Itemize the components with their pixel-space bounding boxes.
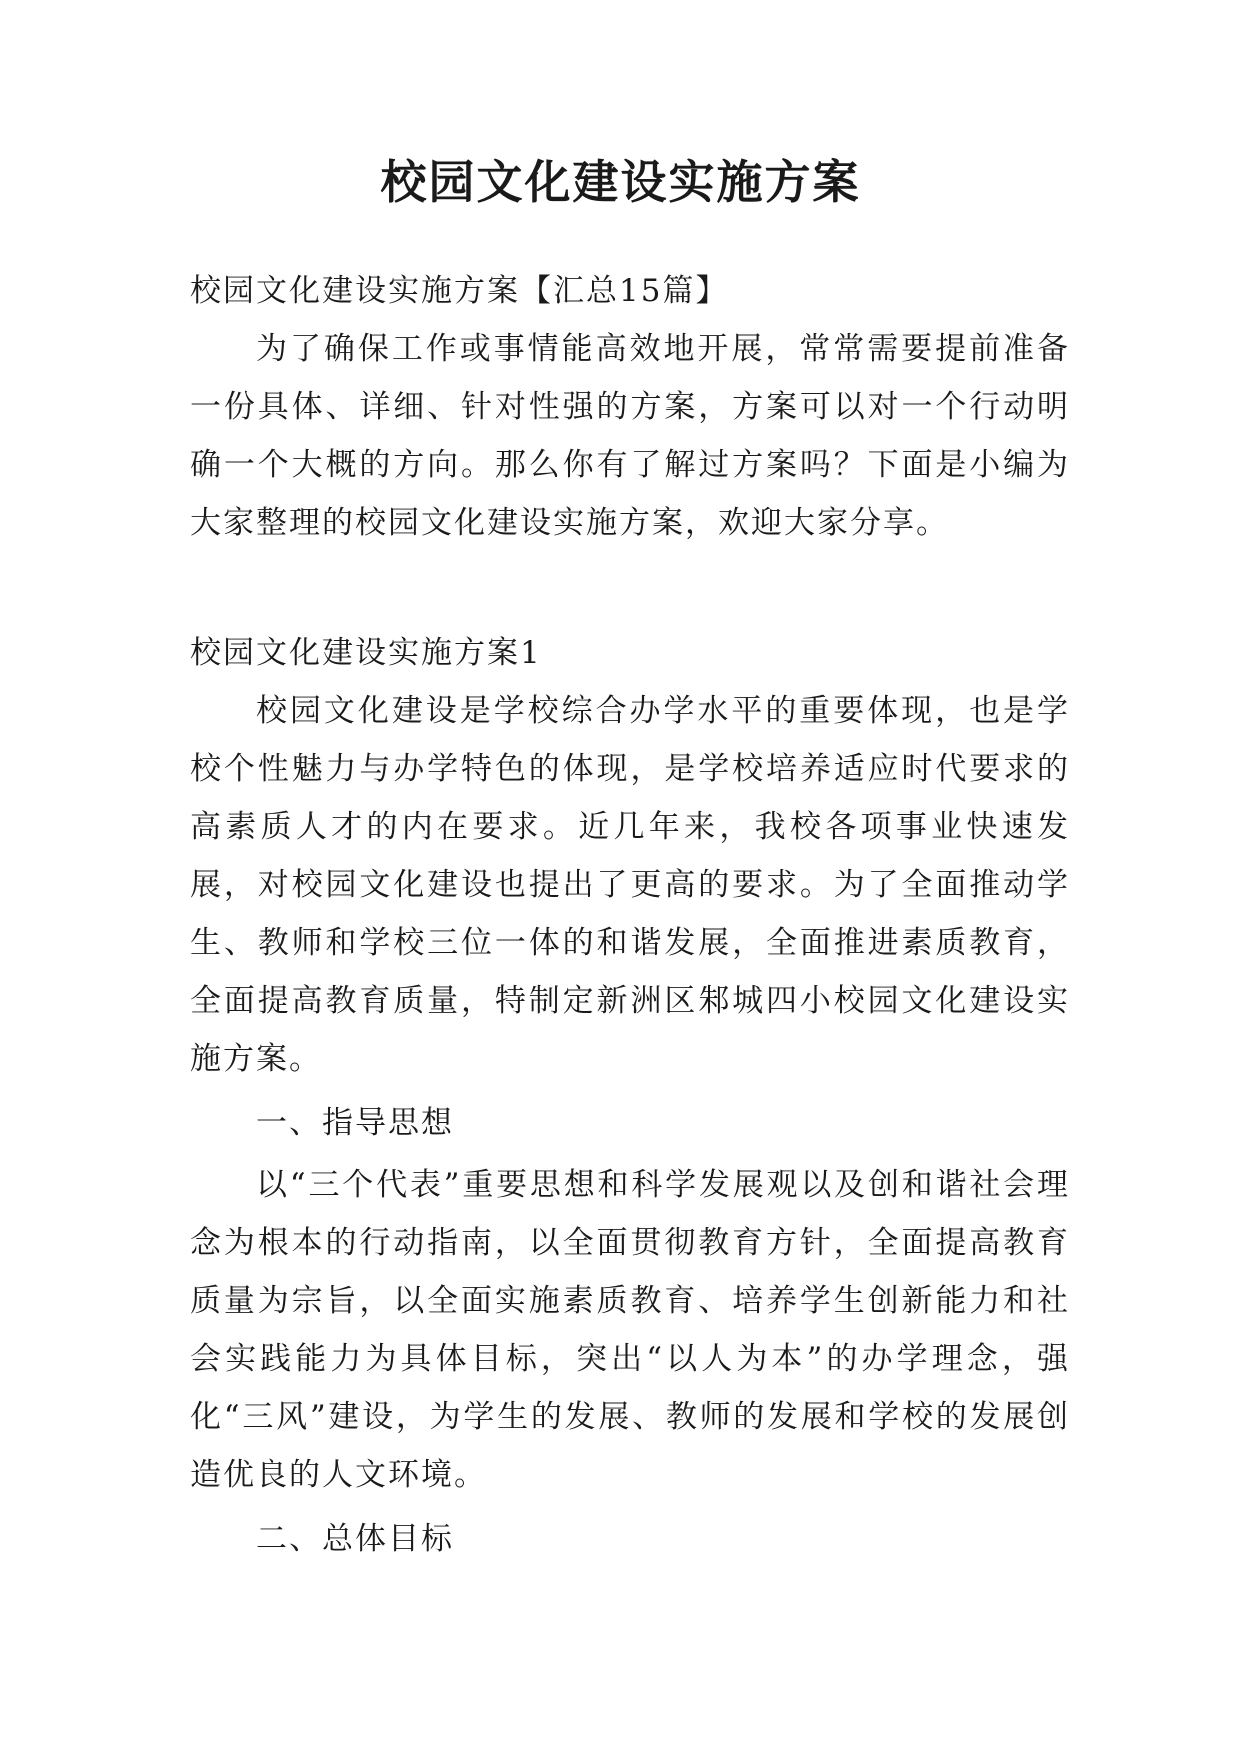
document-body (190, 262, 1070, 1572)
section-paragraph: 校园文化建设是学校综合办学水平的重要体现，也是学校个性魅力与办学特色的体现，是学校培养适应时代要求的高素质人才的内在要求。近几年来，我校各项事业快速发展，对校园文化建设也提出了更高的要求。为了全面推动学生、教师和学校三位一体的和谐发展，全面推进素质教育，全面提高教育质量，特制定新洲区邾城四小校园文化建设实施方案。 (190, 693, 1070, 1077)
document-subtitle: 校园文化建设实施方案【汇总15篇】 (190, 273, 729, 309)
guiding-ideology-paragraph: 以“三个代表”重要思想和科学发展观以及创和谐社会理念为根本的行动指南，以全面贯彻教育方针，全面提高教育质量为宗旨，以全面实施素质教育、培养学生创新能力和社会实践能力为具体目标，突出“以人为本”的办学理念，强化“三风”建设，为学生的发展、教师的发展和学校的发展创造优良的人文环境。 (190, 1167, 1070, 1493)
part-heading-overall-goal: 二、总体目标 (256, 1521, 454, 1557)
intro-paragraph: 为了确保工作或事情能高效地开展，常常需要提前准备一份具体、详细、针对性强的方案，方案可以对一个行动明确一个大概的方向。那么你有了解过方案吗？下面是小编为大家整理的校园文化建设实施方案，欢迎大家分享。 (190, 331, 1070, 541)
section-spacer (190, 552, 1070, 624)
section-heading: 校园文化建设实施方案1 (190, 635, 542, 671)
part-heading-guiding-ideology: 一、指导思想 (256, 1105, 454, 1141)
page-title: 校园文化建设实施方案 (380, 155, 861, 209)
